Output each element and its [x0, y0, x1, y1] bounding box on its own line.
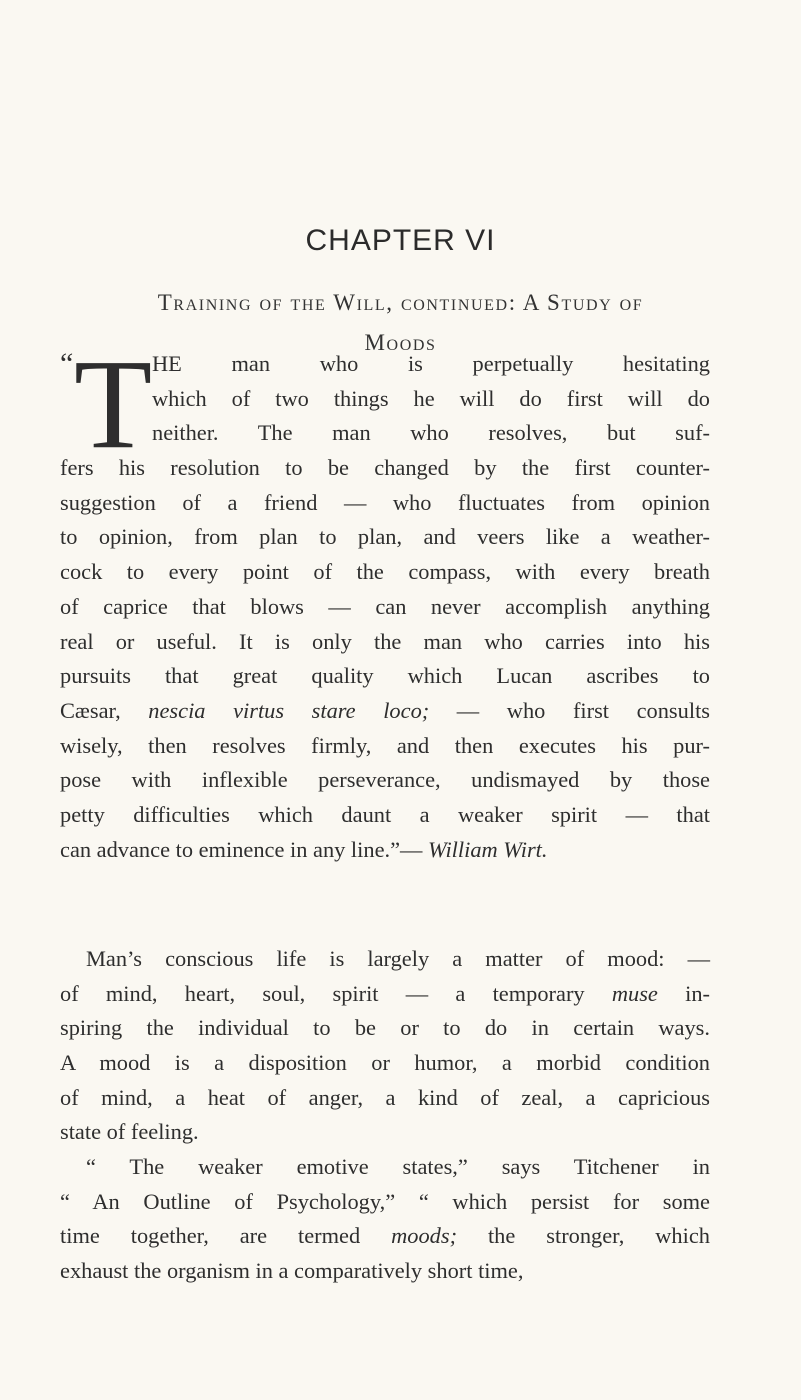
italic-word: muse	[611, 980, 658, 1006]
body-paragraph	[60, 1150, 710, 1289]
text-line: “ The weaker emotive states,” says Titchener in	[86, 1154, 710, 1179]
epigraph-paragraph	[60, 347, 710, 867]
text-run: of mind, heart, soul, spirit — a temporary	[60, 980, 612, 1006]
drop-cap-letter: T	[74, 347, 153, 451]
text-line: pose with inflexible perseverance, undismayed by those	[60, 767, 710, 793]
text-run: Cæsar,	[60, 697, 149, 723]
italic-word: moods;	[391, 1223, 458, 1249]
text-line: state of feeling.	[60, 1119, 199, 1145]
latin-quote: nescia virtus stare loco;	[148, 697, 430, 723]
text-line: neither. The man who resolves, but suf-	[152, 420, 710, 446]
text-line	[60, 977, 710, 1012]
text-line	[60, 1219, 710, 1254]
chapter-heading: CHAPTER VI	[305, 224, 496, 257]
drop-cap-open-quote: “	[60, 347, 74, 380]
text-line: pursuits that great quality which Lucan ascribes to	[60, 663, 710, 689]
text-run: the stronger, which	[457, 1223, 710, 1249]
text-line: which of two things he will do first will do	[152, 385, 710, 411]
body-paragraph	[60, 942, 710, 1150]
text-line	[60, 833, 710, 868]
text-line: HE man who is perpetually hesitating	[152, 351, 710, 376]
text-line: A mood is a disposition or humor, a morbid condition	[60, 1050, 710, 1076]
text-line: exhaust the organism in a comparatively short time,	[60, 1258, 524, 1284]
text-line: fers his resolution to be changed by the first counter-	[60, 455, 710, 481]
attribution: William Wirt.	[428, 836, 548, 862]
text-run: in-	[657, 980, 710, 1006]
text-run: time together, are termed	[60, 1223, 392, 1249]
text-line: petty difficulties which daunt a weaker spirit — that	[60, 801, 710, 827]
text-line: to opinion, from plan to plan, and veers like a weather-	[60, 524, 710, 550]
section-title-line-2: Moods	[364, 330, 437, 355]
text-run: can advance to eminence in any line.”—	[60, 836, 429, 862]
drop-cap-t	[60, 347, 155, 451]
section-title-line-1: Training of the Will, continued: A Study of	[157, 290, 644, 315]
text-line: of caprice that blows — can never accomplish anything	[60, 593, 710, 619]
text-line: real or useful. It is only the man who carries into his	[60, 628, 710, 654]
text-line: cock to every point of the compass, with every breath	[60, 559, 710, 585]
text-line: suggestion of a friend — who fluctuates from opinion	[60, 489, 710, 515]
text-line: spiring the individual to be or to do in certain ways.	[60, 1015, 710, 1041]
text-line: wisely, then resolves firmly, and then executes his pur-	[60, 732, 710, 758]
text-line: of mind, a heat of anger, a kind of zeal, a capricious	[60, 1084, 710, 1110]
text-run: — who first consults	[429, 697, 710, 723]
text-line: Man’s conscious life is largely a matter of mood: —	[86, 946, 710, 971]
text-line	[60, 694, 710, 729]
text-line: “ An Outline of Psychology,” “ which persist for some	[60, 1188, 710, 1214]
